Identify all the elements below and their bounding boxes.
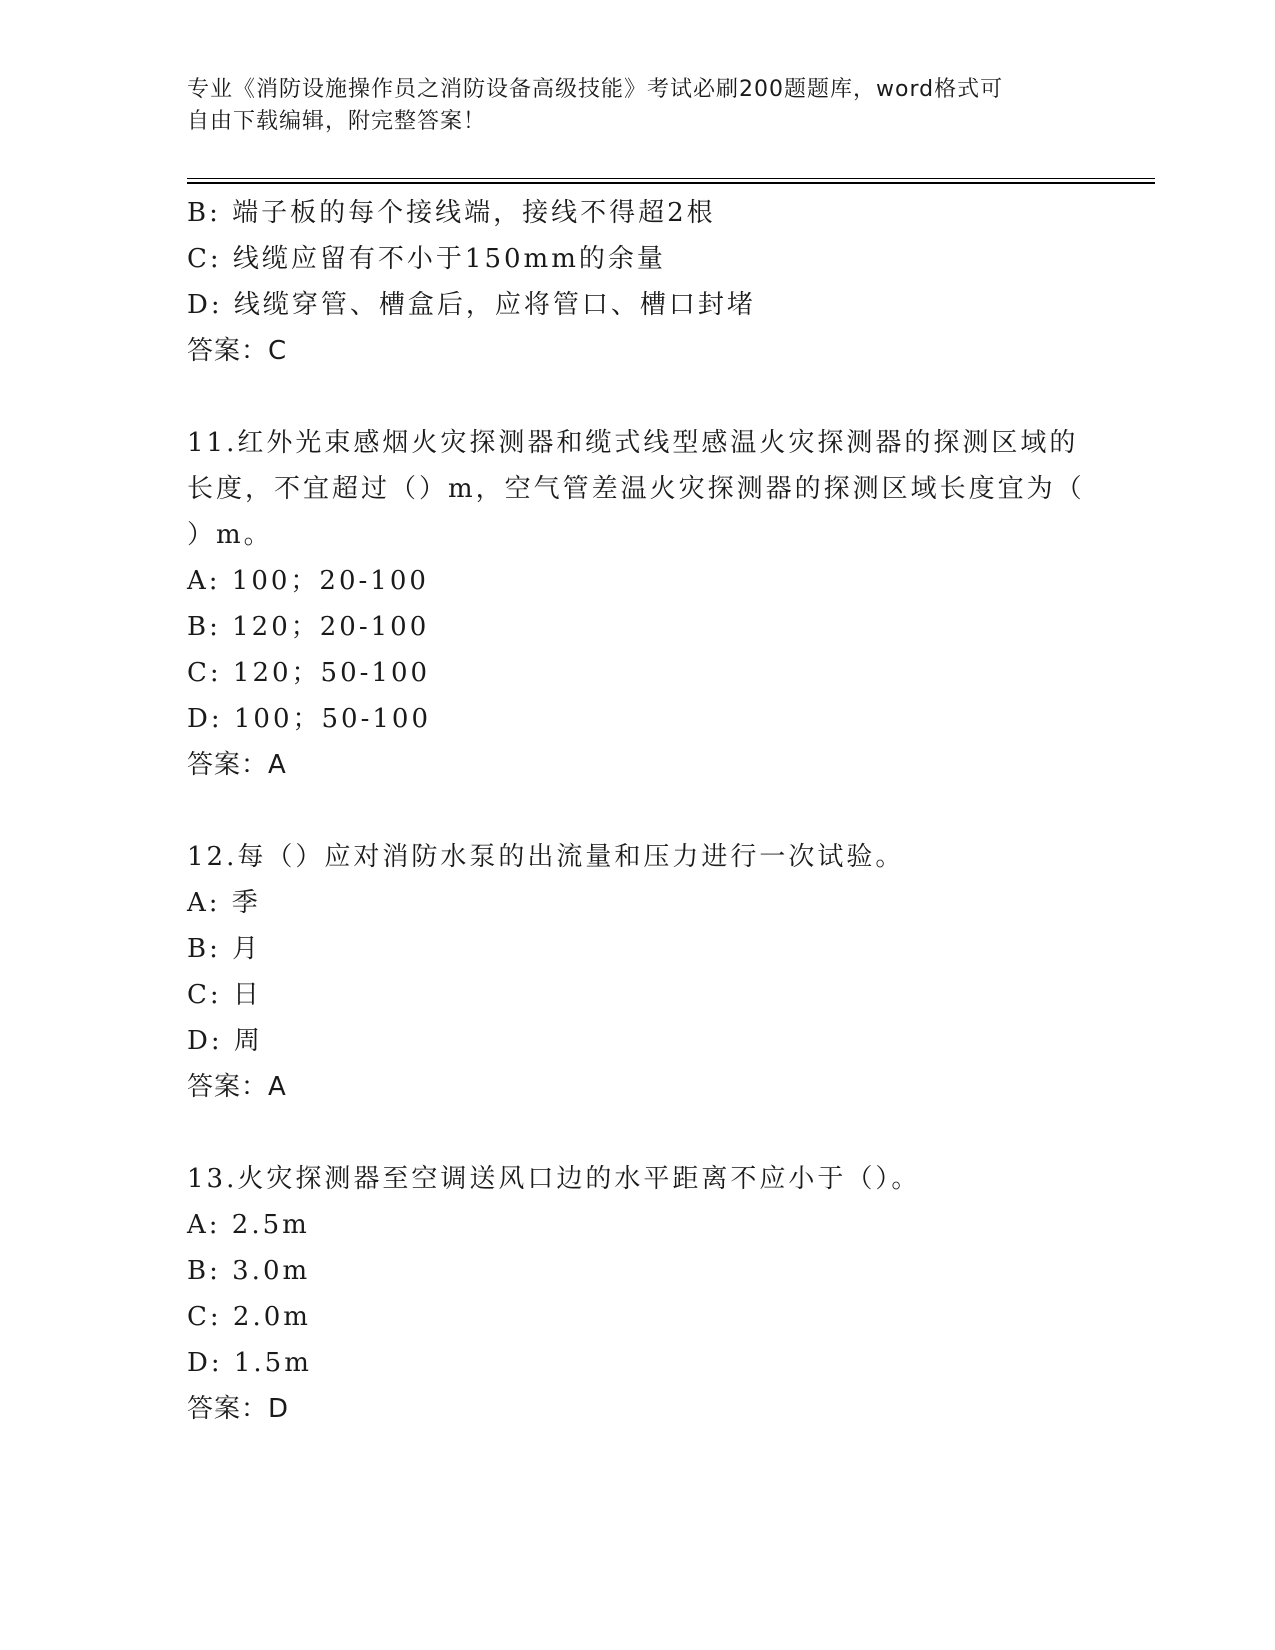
option-b: B: 月	[187, 934, 262, 964]
question-stem-line: ）m。	[187, 520, 273, 550]
question-stem-line: 12.每（）应对消防水泵的出流量和压力进行一次试验。	[187, 842, 905, 872]
option-a: A: 2.5m	[187, 1210, 310, 1240]
header-divider-thick	[187, 182, 1155, 184]
question-block-11	[187, 420, 1087, 788]
document-header	[187, 74, 1087, 138]
option-d: D: 1.5m	[187, 1348, 312, 1378]
option-a: A: 100；20-100	[187, 566, 429, 596]
answer-line: 答案：A	[187, 750, 287, 780]
answer-line: 答案：D	[187, 1394, 290, 1424]
option-b: B: 120；20-100	[187, 612, 430, 642]
option-c: C: 线缆应留有不小于150mm的余量	[187, 244, 666, 274]
option-d: D: 线缆穿管、槽盒后，应将管口、槽口封堵	[187, 290, 756, 320]
option-d: D: 100；50-100	[187, 704, 431, 734]
question-list	[187, 190, 1087, 1432]
question-block-10	[187, 190, 1087, 374]
option-a: A: 季	[187, 888, 261, 918]
question-stem-line: 13.火灾探测器至空调送风口边的水平距离不应小于（）。	[187, 1164, 921, 1194]
question-stem-line: 长度，不宜超过（）m，空气管差温火灾探测器的探测区域长度宜为（	[187, 474, 1085, 504]
option-b: B: 3.0m	[187, 1256, 311, 1286]
header-title-line-2: 自由下载编辑，附完整答案！	[187, 109, 487, 134]
question-block-13	[187, 1156, 1087, 1432]
option-c: C: 120；50-100	[187, 658, 431, 688]
option-d: D: 周	[187, 1026, 263, 1056]
answer-line: 答案：C	[187, 336, 288, 366]
header-title-line-1: 专业《消防设施操作员之消防设备高级技能》考试必刷200题题库，word格式可	[187, 77, 1004, 102]
question-block-12	[187, 834, 1087, 1110]
answer-line: 答案：A	[187, 1072, 287, 1102]
spacer	[187, 788, 1087, 834]
spacer	[187, 374, 1087, 420]
option-b: B: 端子板的每个接线端，接线不得超2根	[187, 198, 716, 228]
question-stem-line: 11.红外光束感烟火灾探测器和缆式线型感温火灾探测器的探测区域的	[187, 428, 1079, 458]
spacer	[187, 1110, 1087, 1156]
header-divider-thin	[187, 178, 1155, 179]
option-c: C: 2.0m	[187, 1302, 311, 1332]
option-c: C: 日	[187, 980, 262, 1010]
